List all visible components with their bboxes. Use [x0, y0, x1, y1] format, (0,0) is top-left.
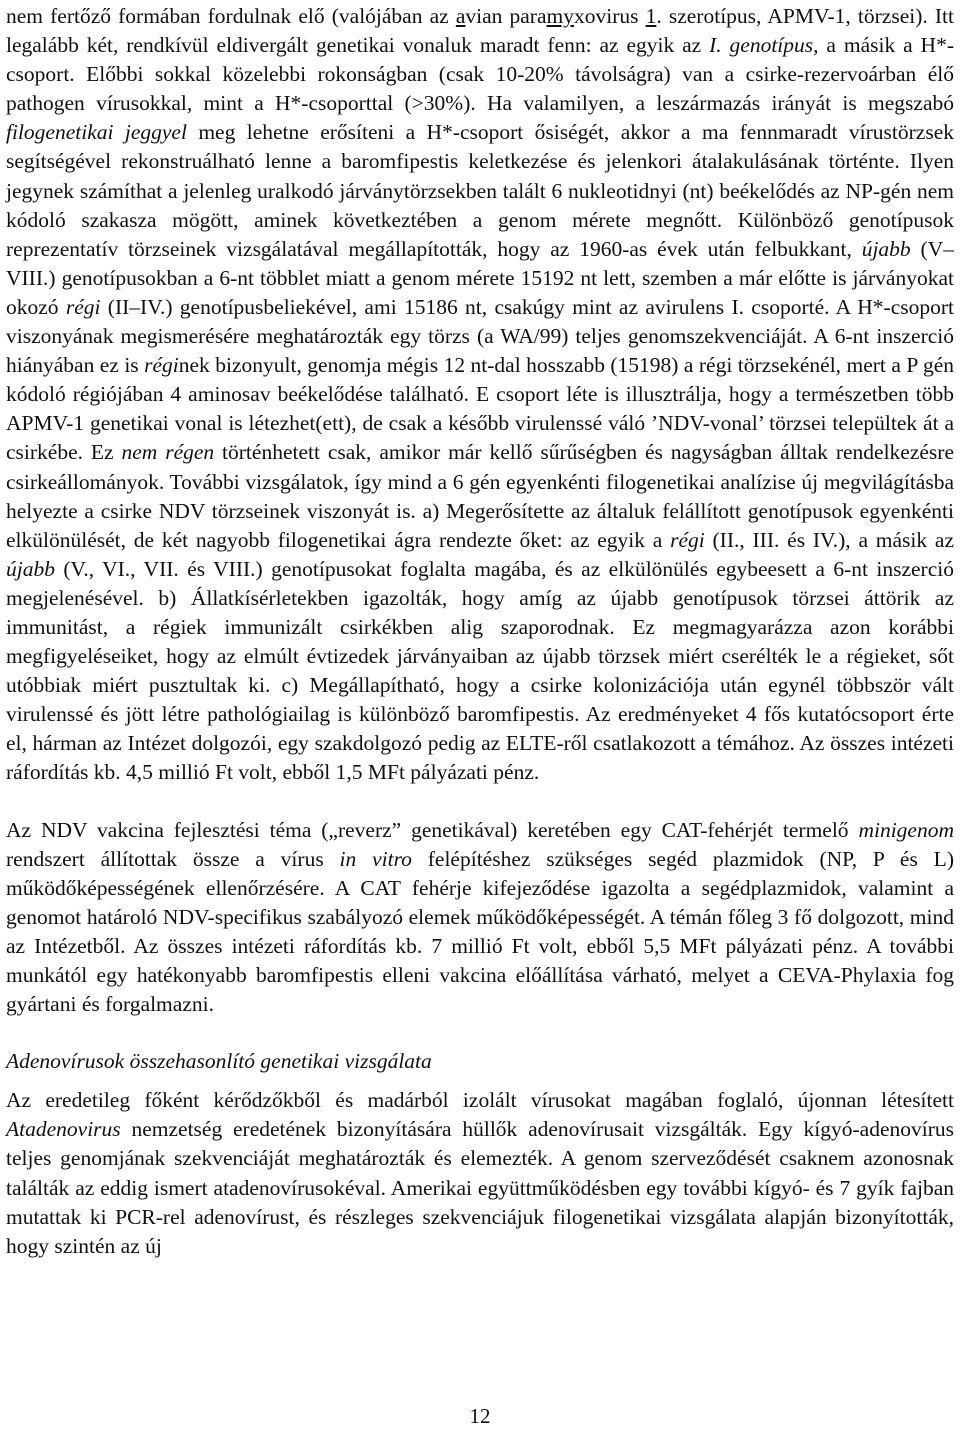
body-paragraph: [6, 2, 954, 788]
body-paragraph: [6, 816, 954, 1020]
italic-text: filogenetikai jeggyel: [6, 120, 187, 145]
italic-text: régi: [65, 294, 101, 319]
text-run: rendszert állítottak össze a vírus: [6, 846, 340, 871]
italic-text: régi: [144, 353, 179, 378]
document-page: [6, 2, 954, 1261]
section-heading: Adenovírusok összehasonlító genetikai vizsgálata: [6, 1049, 432, 1074]
body-paragraph: [6, 1086, 954, 1261]
text-run: vian para: [465, 4, 547, 28]
text-run: történhetett csak, amikor már kellő sűrűségben és nagyságban álltak rendelkezésre csirkeállományok. További vizsgálatok, így mind a 6 gén egyenkénti filogenetikai analízise új megvilágításba helyezte a csirke NDV törzseinek viszonyát is. a) Megerősítette az általuk felállított genotípusok egyenkénti elkülönülését, de két nagyobb filogenetikai ágra rendezte őket: az egyik a: [6, 440, 954, 552]
italic-text: in vitro: [339, 846, 412, 871]
text-run: (II–IV.) genotípusbeliekével, ami 15186 nt, csakúgy mint az avirulens I. csoporté. A H*-csoport viszonyának megismerésére meghatározták egy törzs (a WA/99) teljes genomszekvenciáját. A 6-nt inszerció hiányában ez is: [6, 294, 955, 378]
italic-text: nem régen: [121, 440, 215, 465]
page-number: 12: [469, 1404, 491, 1428]
paragraph-spacer: [6, 1076, 954, 1086]
text-run: felépítéshez szükséges segéd plazmidok (NP, P és L) működőképességének ellenőrzésére. A CAT fehérje kifejeződése igazolta a segédplazmidok, valamint a genomot határoló NDV-specifikus szabályozó elemek működőképességét. A témán főleg 3 fő dolgozott, mind az Intézetből. Az összes intézeti ráfordítás kb. 7 millió Ft volt, ebből 5,5 MFt pályázati pénz. A további munkától egy hatékonyabb baromfipestis elleni vakcina előállítása várható, melyet a CEVA-Phylaxia fog gyártani és forgalmazni.: [6, 846, 954, 1017]
italic-text: újabb: [861, 236, 911, 261]
underlined-text: a: [455, 4, 466, 28]
text-run: nem fertőző formában fordulnak elő (valójában az: [6, 4, 456, 28]
text-run: . szerotípus, APMV-1, törzsei). Itt legalább két, rendkívül eldivergált genetikai vonaluk maradt fenn: az egyik az: [6, 4, 954, 58]
text-run: meg lehetne erősíteni a H*-csoport ősiségét, akkor a ma fennmaradt vírustörzsek segítségével rekonstruálható lenne a baromfipestis keletkezése és jelenkori átalakulásának történte. Ilyen jegynek számíthat a jelenleg uralkodó járványtörzsekben talált 6 nukleotidnyi (nt) beékelődés az NP-gén nem kódoló szakasza mögött, aminek következtében a genom mérete megnőtt. Különböző genotípusok reprezentatív törzseinek vizsgálatával megállapították, hogy az 1960-as évek után felbukkant,: [6, 120, 954, 261]
underlined-text: my: [546, 4, 574, 28]
text-run: (V–VIII.) genotípusokban a 6-nt többlet miatt a genom mérete 15192 nt lett, szemben a már előtte is járványokat okozó: [6, 236, 954, 319]
italic-text: I. genotípus: [709, 33, 814, 58]
text-run: , a másik a H*-csoport. Előbbi sokkal közelebbi rokonságban (csak 10-20% távolságra) van a csirke-rezervoárban élő pathogen vírusokkal, mint a H*-csoporttal (>30%). Ha valamilyen, a leszármazás irányát is megszabó: [6, 33, 954, 116]
text-run: nek bizonyult, genomja mégis 12 nt-dal hosszabb (15198) a régi törzsekénél, mert a P gén kódoló régiójában 4 aminosav beékelődése található. E csoport léte is illusztrálja, hogy a természetben több APMV-1 genetikai vonal is létezhet(ett), de csak a később virulenssé váló ’NDV-vonal’ törzsei települtek át a csirkébe. Ez: [6, 353, 954, 465]
italic-text: Atadenovirus: [6, 1117, 121, 1142]
italic-text: régi: [670, 527, 705, 552]
text-run: (V., VI., VII. és VIII.) genotípusokat foglalta magába, és az elkülönülés egybeesett a 6-nt inszerció megjelenésével. b) Állatkísérletekben igazolták, hogy amíg az újabb genotípusok törzsei áttörik az immunitást, a régiek immunizált csirkékben alig szaporodnak. Ez megmagyarázza azon korábbi megfigyeléseiket, hogy az elmúlt évtizedek járványaiban az újabb törzsek miért cserélték le a régieket, sőt utóbbiak miért pusztultak ki. c) Megállapítható, hogy a csirke kolonizációja után egynél többször vált virulenssé és jött létre pathológiailag is különböző baromfipestis. Az eredményeket 4 fős kutatócsoport érte el, hárman az Intézet dolgozói, egy szakdolgozó pedig az ELTE-ről csatlakozott a témához. Az összes intézeti ráfordítás kb. 4,5 millió Ft volt, ebből 1,5 MFt pályázati pénz.: [6, 556, 954, 785]
text-run: (II., III. és IV.), a másik az: [704, 527, 955, 552]
italic-text: újabb: [6, 556, 55, 581]
text-run: nemzetség eredetének bizonyítására hüllők adenovírusait vizsgálták. Egy kígyó-adenovírus teljes genomjának szekvenciáját meghatározták és elemezték. A genom szerveződését csaknem azonosnak találták az eddig ismert atadenovírusokéval. Amerikai együttműködésben egy további kígyó- és 7 gyík fajban mutattak ki PCR-rel adenovírust, és részleges szekvenciájuk filogenetikai vizsgálata alapján bizonyították, hogy szintén az új: [6, 1117, 954, 1258]
underlined-text: 1: [645, 4, 657, 28]
text-run: Az eredetileg főként kérődzőkből és madárból izolált vírusokat magában foglaló, újonnan létesített: [6, 1088, 954, 1113]
text-run: Az NDV vakcina fejlesztési téma („reverz” genetikával) keretében egy CAT-fehérjét termelő: [6, 817, 859, 842]
text-run: xovirus: [573, 4, 646, 28]
italic-text: minigenom: [858, 817, 954, 842]
paragraph-spacer: [6, 1019, 954, 1047]
paragraph-spacer: [6, 788, 954, 816]
